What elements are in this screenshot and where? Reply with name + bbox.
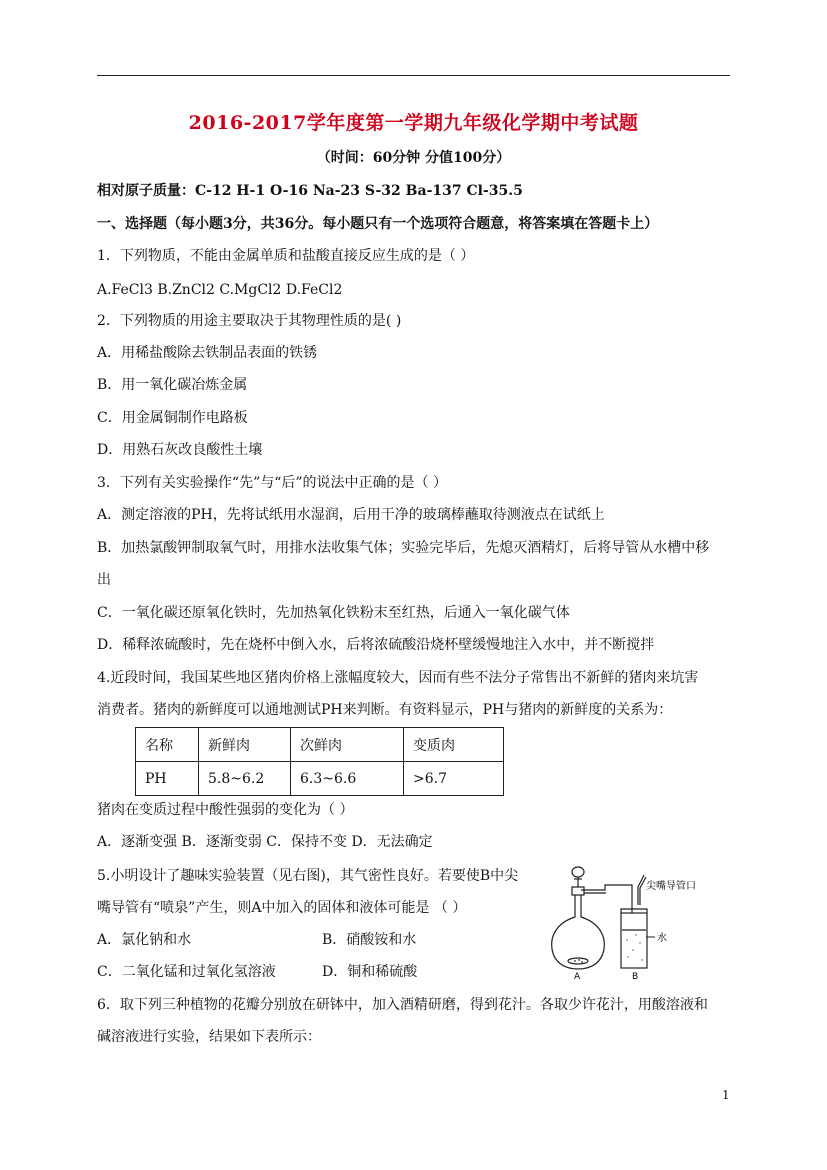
table-row — [136, 728, 504, 762]
apparatus-diagram — [548, 865, 728, 980]
table-cell: 次鲜肉 — [291, 728, 404, 762]
q3-option-c: C．一氧化碳还原氧化铁时，先加热氧化铁粉末至红热，后通入一氧化碳气体 — [97, 605, 570, 621]
q2-option-b: B．用一氧化碳冶炼金属 — [97, 377, 248, 393]
q5-option-a: A．氯化钠和水 — [97, 932, 192, 948]
table-cell: 变质肉 — [404, 728, 504, 762]
q2-option-a: A．用稀盐酸除去铁制品表面的铁锈 — [97, 345, 318, 361]
q4-question: 猪肉在变质过程中酸性强弱的变化为（ ） — [97, 802, 354, 818]
q4-stem-line1: 4.近段时间，我国某些地区猪肉价格上涨幅度较大，因而有些不法分子常售出不新鲜的猪肉来坑害 — [97, 670, 699, 686]
exam-subtitle: （时间：60分钟 分值100分） — [316, 150, 511, 166]
bottle-b-label: B — [632, 972, 639, 980]
q3-option-a: A．测定溶液的PH，先将试纸用水湿润，后用干净的玻璃棒蘸取待测液点在试纸上 — [97, 507, 605, 523]
q4-options: A．逐渐变强 B．逐渐变弱 C．保持不变 D．无法确定 — [97, 834, 433, 850]
q3-option-b: B．加热氯酸钾制取氧气时，用排水法收集气体；实验完毕后，先熄灭酒精灯，后将导管从水槽中移 — [97, 540, 710, 556]
q5-option-d: D．铜和稀硫酸 — [322, 964, 418, 980]
q1-options: A.FeCl3 B.ZnCl2 C.MgCl2 D.FeCl2 — [97, 282, 343, 298]
nozzle-label: 尖嘴导管口 — [646, 881, 696, 892]
q5-stem-line2: 嘴导管有“喷泉”产生，则A中加入的固体和液体可能是 （ ） — [97, 900, 467, 916]
exam-title: 2016-2017学年度第一学期九年级化学期中考试题 — [188, 112, 639, 134]
page-number: 1 — [722, 1088, 730, 1102]
table-cell: PH — [136, 762, 199, 796]
q3-stem: 3．下列有关实验操作“先”与“后”的说法中正确的是（ ） — [97, 475, 447, 491]
q2-option-d: D．用熟石灰改良酸性土壤 — [97, 442, 263, 458]
q2-option-c: C．用金属铜制作电路板 — [97, 410, 248, 426]
header-rule — [97, 75, 730, 76]
q3-option-d: D．稀释浓硫酸时，先在烧杯中倒入水，后将浓硫酸沿烧杯壁缓慢地注入水中，并不断搅拌 — [97, 637, 655, 653]
atomic-mass-line: 相对原子质量：C-12 H-1 O-16 Na-23 S-32 Ba-137 Cl-35.5 — [97, 183, 523, 199]
q1-stem: 1．下列物质，不能由金属单质和盐酸直接反应生成的是（ ） — [97, 248, 475, 264]
q5-stem-line1: 5.小明设计了趣味实验装置（见右图)，其气密性良好。若要使B中尖 — [97, 868, 519, 884]
section-heading: 一、选择题（每小题3分，共36分。每小题只有一个选项符合题意，将答案填在答题卡上） — [97, 216, 659, 232]
table-cell: 新鲜肉 — [199, 728, 291, 762]
q5-option-c: C．二氧化锰和过氧化氢溶液 — [97, 964, 276, 980]
q5-option-b: B．硝酸铵和水 — [322, 932, 417, 948]
table-cell: 6.3~6.6 — [291, 762, 404, 796]
q6-stem-line1: 6．取下列三种植物的花瓣分别放在研钵中，加入酒精研磨，得到花汁。各取少许花汁，用酸溶液和 — [97, 997, 708, 1013]
ph-table — [135, 727, 504, 796]
table-cell: 名称 — [136, 728, 199, 762]
q3-option-b-cont: 出 — [97, 572, 111, 588]
q6-stem-line2: 碱溶液进行实验，结果如下表所示： — [97, 1029, 321, 1045]
table-row — [136, 762, 504, 796]
water-label: 水 — [657, 933, 667, 944]
flask-a-label: A — [574, 972, 581, 980]
q4-stem-line2: 消费者。猪肉的新鲜度可以通地测试PH来判断。有资料显示，PH与猪肉的新鲜度的关系为： — [97, 702, 673, 718]
table-cell: 5.8~6.2 — [199, 762, 291, 796]
table-cell: >6.7 — [404, 762, 504, 796]
q2-stem: 2．下列物质的用途主要取决于其物理性质的是( ) — [97, 313, 402, 329]
